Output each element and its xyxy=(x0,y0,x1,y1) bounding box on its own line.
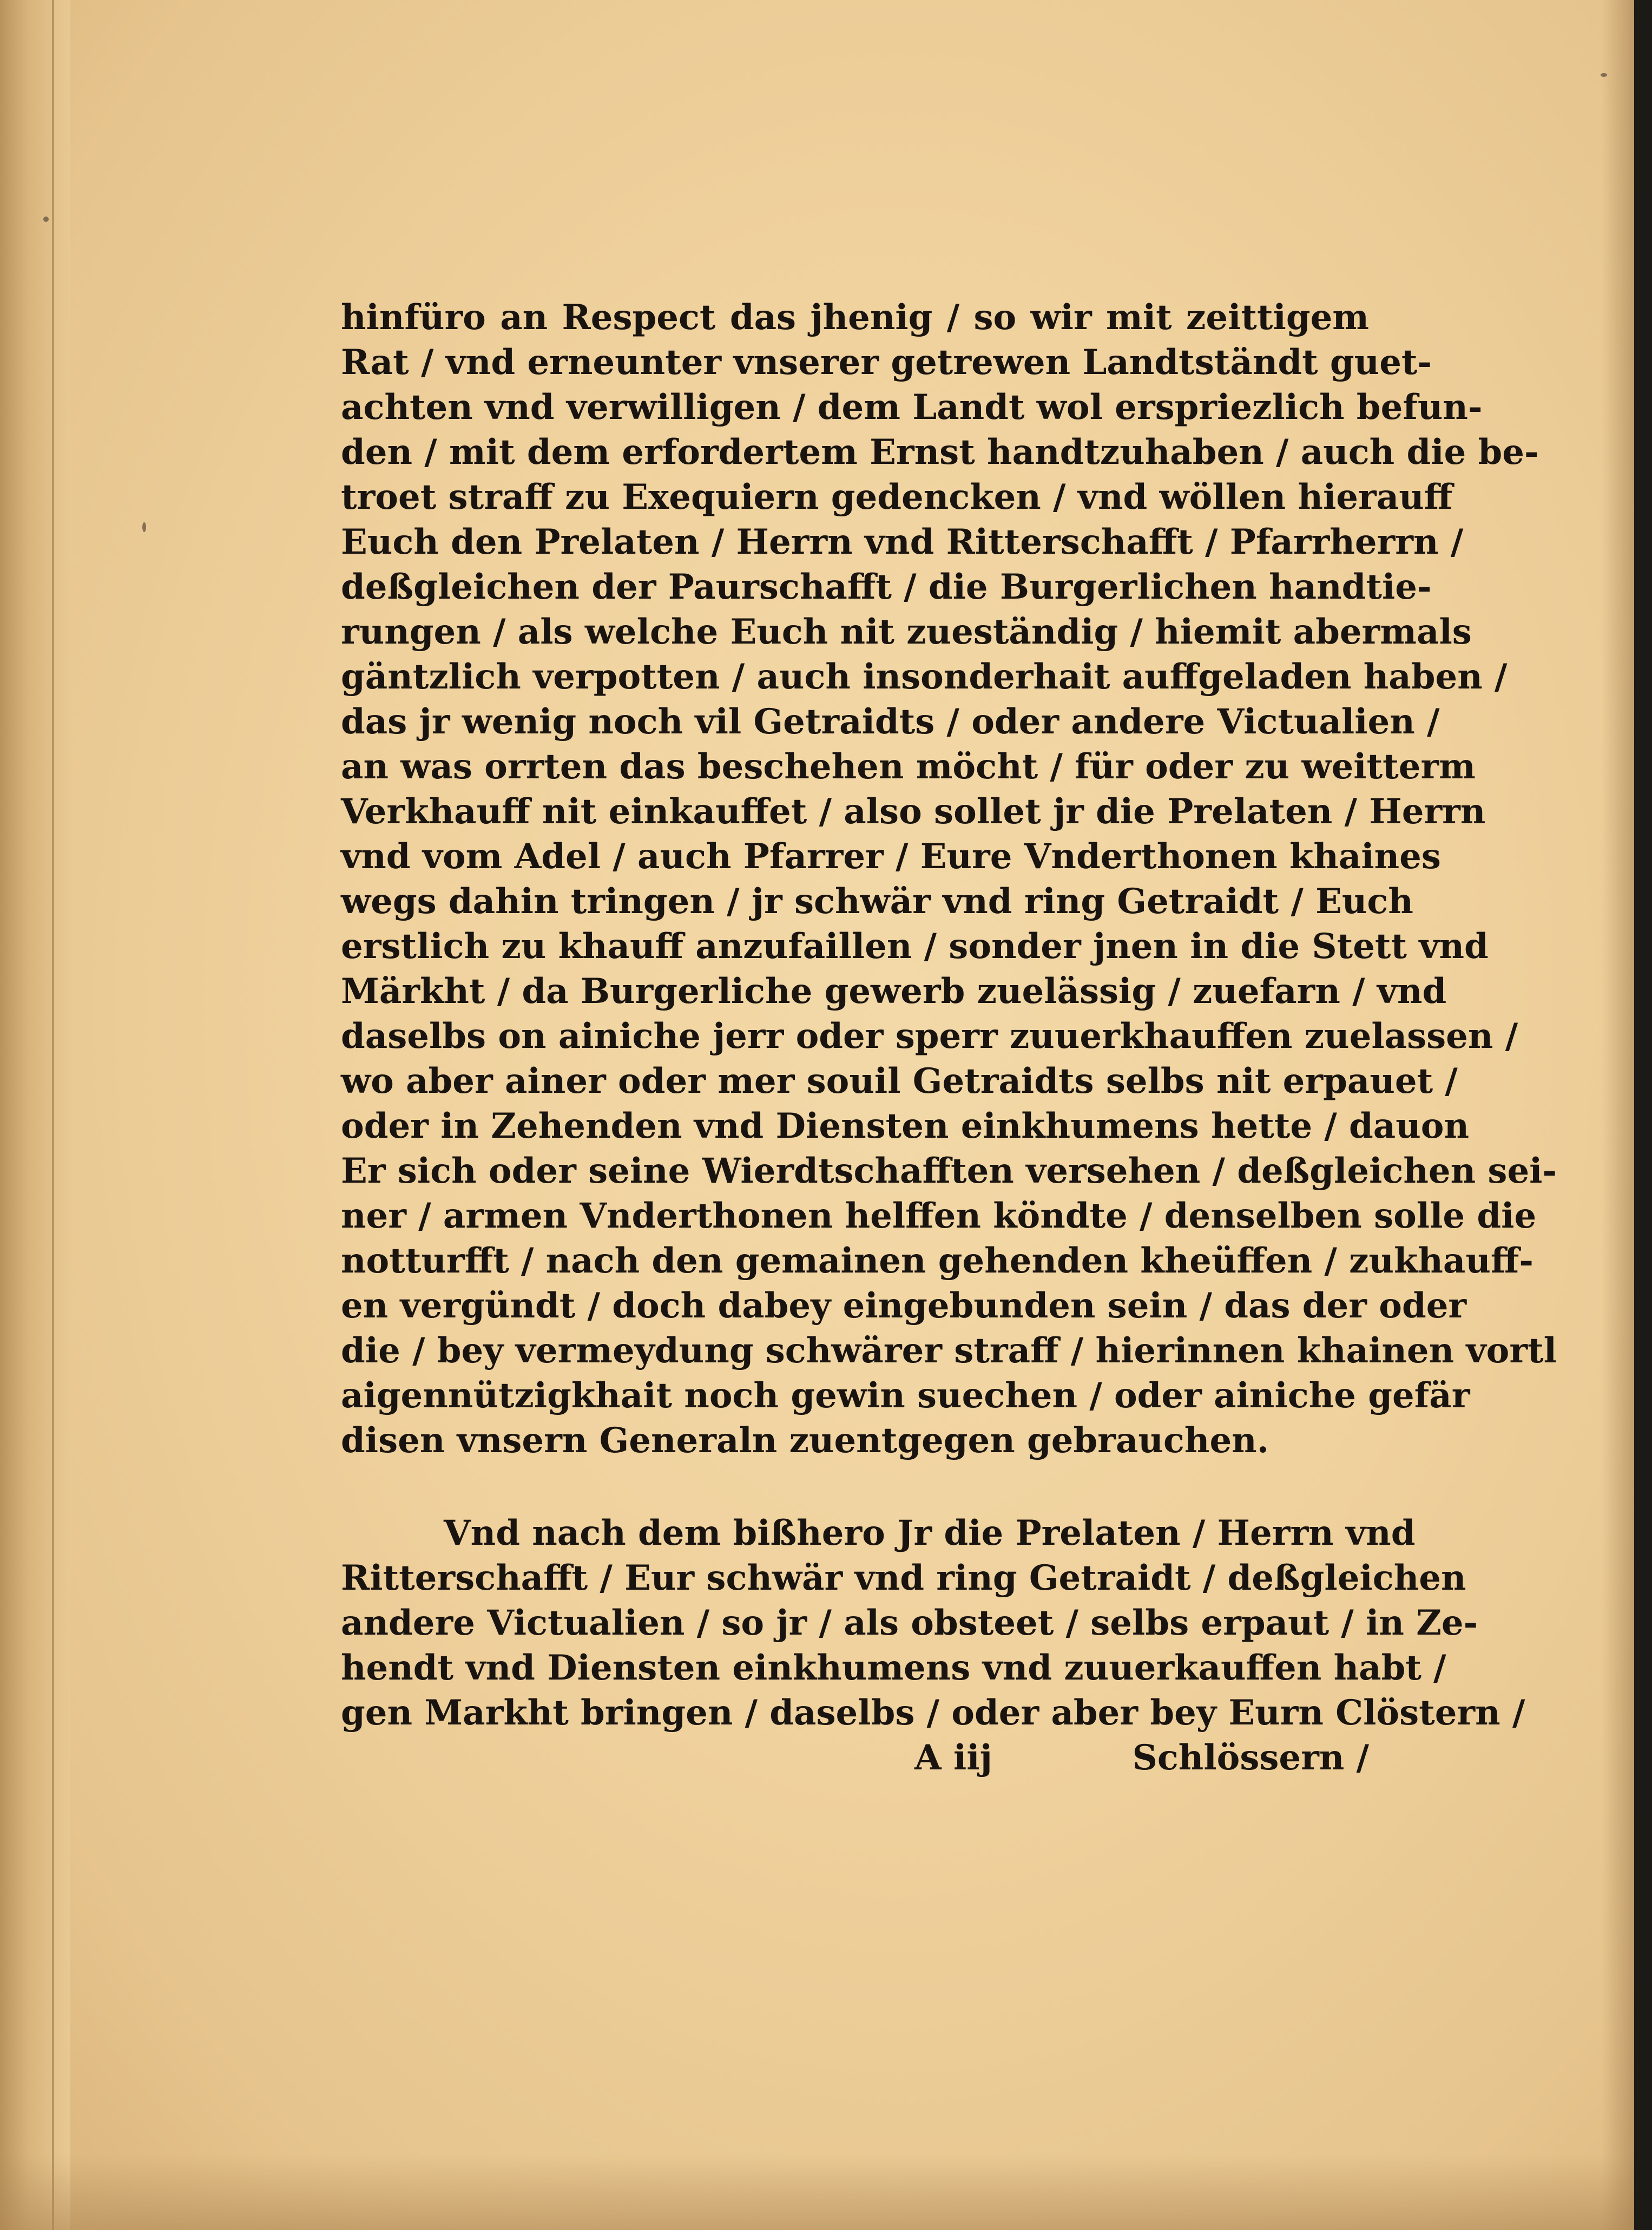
text-line: rungen / als welche Euch nit zueständig / hiemit abermals xyxy=(341,612,1472,652)
text-line: Vnd nach dem bißhero Jr die Prelaten / Herrn vnd xyxy=(444,1513,1416,1553)
text-line: Ritterschafft / Eur schwär vnd ring Getraidt / deßgleichen xyxy=(341,1558,1466,1598)
text-line: Euch den Prelaten / Herrn vnd Ritterschafft / Pfarrherrn / xyxy=(341,522,1464,562)
text-line: gen Markht bringen / daselbs / oder aber bey Eurn Clöstern / xyxy=(341,1693,1525,1733)
text-line: vnd vom Adel / auch Pfarrer / Eure Vnderthonen khaines xyxy=(341,836,1441,877)
text-line: die / bey vermeydung schwärer straff / hierinnen khainen vortl xyxy=(341,1330,1557,1371)
text-line: andere Victualien / so jr / als obsteet / selbs erpaut / in Ze- xyxy=(341,1603,1478,1643)
text-line: en vergündt / doch dabey eingebunden sein / das der oder xyxy=(341,1285,1467,1326)
signature-mark: A iij xyxy=(914,1737,992,1778)
text-line: achten vnd verwilligen / dem Landt wol erspriezlich befun- xyxy=(341,387,1483,428)
text-line: das jr wenig noch vil Getraidts / oder andere Victualien / xyxy=(341,701,1440,742)
paragraph-gap xyxy=(341,1463,1369,1511)
text-line: wo aber ainer oder mer souil Getraidts selbs nit erpauet / xyxy=(341,1061,1458,1101)
text-line: Rat / vnd erneunter vnserer getrewen Landtständt guet- xyxy=(341,342,1432,383)
text-line: troet straff zu Exequiern gedencken / vnd wöllen hierauff xyxy=(341,477,1453,517)
gutter-fold-line xyxy=(52,0,54,2230)
text-line: erstlich zu khauff anzufaillen / sonder jnen in die Stett vnd xyxy=(341,926,1489,967)
text-line: daselbs on ainiche jerr oder sperr zuuerkhauffen zuelassen / xyxy=(341,1016,1518,1057)
ink-spot xyxy=(1601,73,1607,77)
text-line: oder in Zehenden vnd Diensten einkhumens hette / dauon xyxy=(341,1106,1469,1146)
main-text xyxy=(341,295,1557,1780)
text-line: disen vnsern Generaln zuentgegen gebrauchen. xyxy=(341,1420,1269,1461)
text-line: deßgleichen der Paurschafft / die Burgerlichen handtie- xyxy=(341,567,1432,607)
catchword: Schlössern / xyxy=(1132,1737,1369,1778)
ink-spot xyxy=(142,522,146,532)
text-line: aigennützigkhait noch gewin suechen / oder ainiche gefär xyxy=(341,1375,1470,1416)
text-line: hinfüro an Respect das jhenig / so wir mit zeittigem xyxy=(341,297,1369,338)
text-line: den / mit dem erfordertem Ernst handtzuhaben / auch die be- xyxy=(341,432,1539,473)
text-line: notturfft / nach den gemainen gehenden kheüffen / zukhauff- xyxy=(341,1241,1533,1281)
text-line: ner / armen Vnderthonen helffen köndte / denselben solle die xyxy=(341,1196,1537,1236)
page-gutter xyxy=(0,0,70,2230)
text-line: hendt vnd Diensten einkhumens vnd zuuerkauffen habt / xyxy=(341,1648,1446,1688)
page-footer xyxy=(341,1735,1369,1780)
text-line: Er sich oder seine Wierdtschafften versehen / deßgleichen sei- xyxy=(341,1151,1557,1191)
page-edge-shade xyxy=(1602,0,1634,2230)
ink-spot xyxy=(43,217,49,222)
page-bottom-shade xyxy=(0,2154,1634,2230)
paragraph-2 xyxy=(341,1511,1525,1735)
text-line: gäntzlich verpotten / auch insonderhait auffgeladen haben / xyxy=(341,657,1508,697)
paragraph-1 xyxy=(341,295,1557,1463)
text-line: an was orrten das beschehen möcht / für oder zu weitterm xyxy=(341,746,1476,787)
text-line: Märkht / da Burgerliche gewerb zuelässig / zuefarn / vnd xyxy=(341,971,1447,1012)
text-line: wegs dahin tringen / jr schwär vnd ring Getraidt / Euch xyxy=(341,881,1413,922)
text-line: Verkhauff nit einkauffet / also sollet jr die Prelaten / Herrn xyxy=(341,791,1486,832)
